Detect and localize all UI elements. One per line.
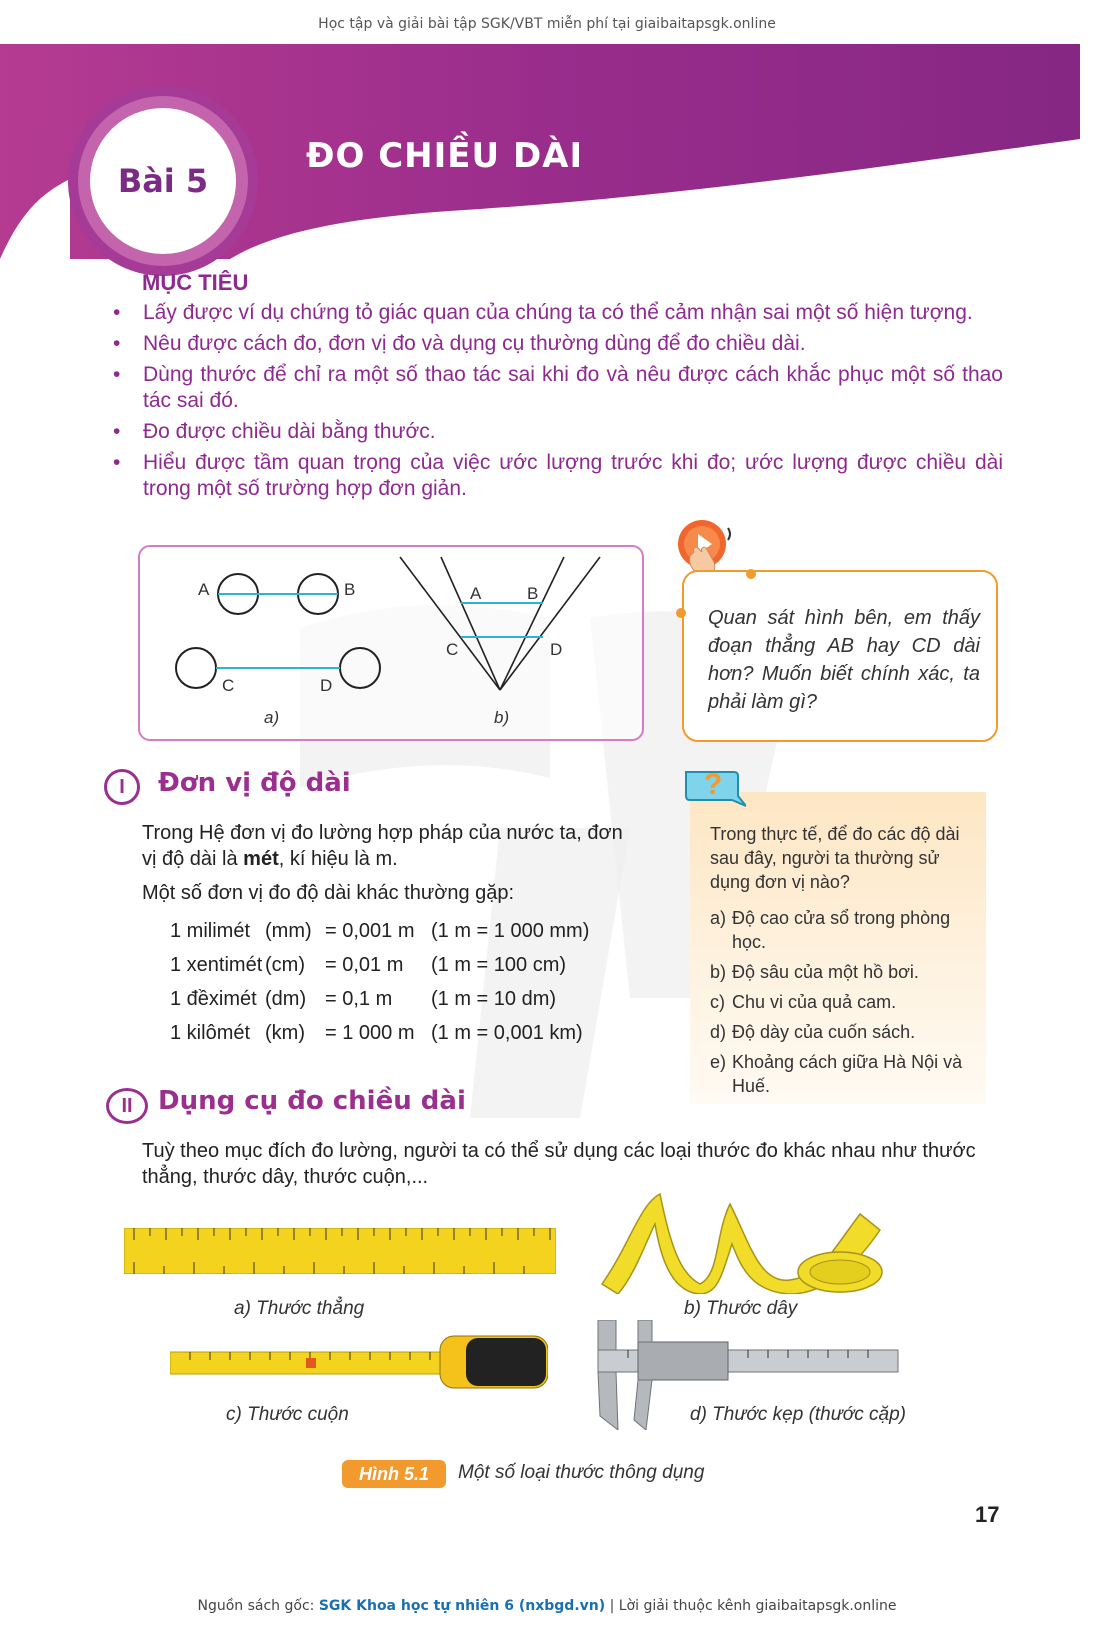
unit-value: = 0,01 m: [325, 954, 404, 976]
page-number: 17: [975, 1502, 1000, 1527]
unit-table: [170, 914, 589, 1050]
question-item: [710, 960, 970, 984]
illusion-figure-drawing: [138, 545, 640, 737]
retractable-tape-image: [170, 1332, 548, 1392]
unit-value: = 1 000 m: [325, 1022, 415, 1044]
question-mark: ?: [704, 768, 723, 801]
unit-name: 1 kilômét: [170, 1022, 251, 1044]
unit-row: [170, 982, 589, 1016]
unit-row: [170, 948, 589, 982]
question-key: a): [710, 908, 727, 928]
straight-ruler-image: [124, 1228, 556, 1274]
section1-units-intro: Một số đơn vị đo độ dài khác thường gặp:: [142, 882, 515, 904]
lesson-title: ĐO CHIỀU DÀI: [306, 136, 584, 176]
bullet: •: [113, 451, 121, 474]
objectives-list: [113, 300, 1003, 507]
question-intro: Trong thực tế, để đo các độ dài sau đây, người ta thường sử dụng đơn vị nào?: [710, 824, 960, 892]
objective-text: Nêu được cách đo, đơn vị đo và dụng cụ thường dùng để đo chiều dài.: [143, 332, 806, 355]
term-bold: mét: [243, 848, 279, 870]
unit-row: [170, 914, 589, 948]
footer-source-link[interactable]: SGK Khoa học tự nhiên 6 (nxbgd.vn): [318, 1598, 606, 1614]
section-number-badge: [104, 769, 140, 805]
objective-item: [113, 362, 1003, 414]
figure-caption-b: b): [494, 708, 510, 727]
site-header-note: Học tập và giải bài tập SGK/VBT miễn phí tại giaibaitapsgk.online: [318, 16, 776, 32]
point-label-a: A: [470, 584, 482, 603]
question-item: [710, 1050, 970, 1098]
objective-item: [113, 450, 1003, 502]
question-key: d): [710, 1022, 727, 1042]
question-item: [710, 906, 970, 954]
question-icon: [682, 768, 746, 810]
unit-abbr: (mm): [265, 920, 312, 942]
unit-note: (1 m = 0,001 km): [431, 1022, 583, 1044]
tape-measure-image: [600, 1184, 890, 1294]
footer-prefix: Nguồn sách gốc:: [197, 1598, 319, 1614]
question-key: b): [710, 962, 727, 982]
objective-item: [113, 300, 1003, 326]
bullet: •: [113, 301, 121, 324]
point-label-c: C: [446, 640, 459, 659]
objective-item: [113, 419, 1003, 445]
point-label-d: D: [320, 676, 333, 695]
objective-item: [113, 331, 1003, 357]
text-run: , kí hiệu là m.: [278, 848, 398, 870]
section-number: I: [119, 775, 125, 798]
question-text: Độ sâu của một hồ bơi.: [732, 962, 919, 982]
objective-text: Dùng thước để chỉ ra một số thao tác sai khi đo và nêu được cách khắc phục một số thao tác sai đó.: [143, 363, 1003, 412]
question-item: [710, 990, 970, 1014]
unit-name: 1 xentimét: [170, 954, 263, 976]
question-item: [710, 1020, 970, 1044]
section-title: Dụng cụ đo chiều dài: [158, 1086, 466, 1116]
unit-name: 1 đềximét: [170, 988, 257, 1010]
lesson-label: Bài 5: [117, 162, 209, 200]
point-label-b: B: [527, 584, 539, 603]
objective-text: Hiểu được tầm quan trọng của việc ước lượng trước khi đo; ước lượng được chiều dài trong một số trường hợp đơn giản.: [143, 451, 1003, 500]
footer-suffix: | Lời giải thuộc kênh giaibaitapsgk.online: [605, 1598, 897, 1614]
question-key: e): [710, 1052, 727, 1072]
lesson-badge: [90, 108, 236, 254]
unit-abbr: (km): [265, 1022, 305, 1044]
question-text: Độ dày của cuốn sách.: [732, 1022, 916, 1042]
section2-paragraph: Tuỳ theo mục đích đo lường, người ta có thể sử dụng các loại thước đo khác nhau như thước thẳng, thước dây, thước cuộn,...: [142, 1140, 976, 1188]
unit-note: (1 m = 1 000 mm): [431, 920, 590, 942]
observe-question: Quan sát hình bên, em thấy đoạn thẳng AB hay CD dài hơn? Muốn biết chính xác, ta phải làm gì?: [708, 607, 980, 713]
objectives-heading: MỤC TIÊU: [142, 270, 249, 295]
tool-caption-retractable-tape: c) Thước cuộn: [226, 1404, 349, 1425]
point-label-c: C: [222, 676, 235, 695]
tool-caption-straight-ruler: a) Thước thẳng: [234, 1298, 365, 1319]
objective-text: Đo được chiều dài bằng thước.: [143, 420, 436, 443]
unit-note: (1 m = 10 dm): [431, 988, 557, 1010]
question-list: [710, 906, 970, 1098]
question-text: Độ cao cửa sổ trong phòng học.: [732, 908, 951, 952]
figure-caption: Một số loại thước thông dụng: [458, 1462, 705, 1483]
bullet: •: [113, 332, 121, 355]
section-title: Đơn vị độ dài: [158, 768, 351, 798]
bullet: •: [113, 420, 121, 443]
unit-value: = 0,1 m: [325, 988, 393, 1010]
figure-caption-a: a): [264, 708, 280, 727]
unit-abbr: (cm): [265, 954, 305, 976]
section1-paragraph: [142, 820, 642, 872]
unit-name: 1 milimét: [170, 920, 251, 942]
unit-value: = 0,001 m: [325, 920, 415, 942]
bubble-dot: [676, 608, 686, 618]
point-label-b: B: [344, 580, 356, 599]
unit-row: [170, 1016, 589, 1050]
unit-note: (1 m = 100 cm): [431, 954, 567, 976]
source-footer: [0, 1598, 1094, 1614]
unit-abbr: (dm): [265, 988, 307, 1010]
question-text: Chu vi của quả cam.: [732, 992, 897, 1012]
objective-text: Lấy được ví dụ chứng tỏ giác quan của chúng ta có thể cảm nhận sai một số hiện tượng.: [143, 301, 973, 324]
question-key: c): [710, 992, 725, 1012]
tool-caption-vernier-caliper: d) Thước kẹp (thước cặp): [690, 1404, 907, 1425]
tool-caption-tape-measure: b) Thước dây: [684, 1298, 798, 1319]
text-run: Trong Hệ đơn vị đo lường hợp pháp của nước ta, đơn vị độ dài là: [142, 822, 623, 870]
section-number: II: [121, 1094, 133, 1117]
point-label-d: D: [550, 640, 563, 659]
question-text: Khoảng cách giữa Hà Nội và Huế.: [732, 1052, 963, 1096]
figure-badge: Hình 5.1: [342, 1460, 446, 1488]
bubble-dot: [746, 569, 756, 579]
point-label-a: A: [198, 580, 210, 599]
bullet: •: [113, 363, 121, 386]
section-number-badge: [106, 1088, 148, 1124]
